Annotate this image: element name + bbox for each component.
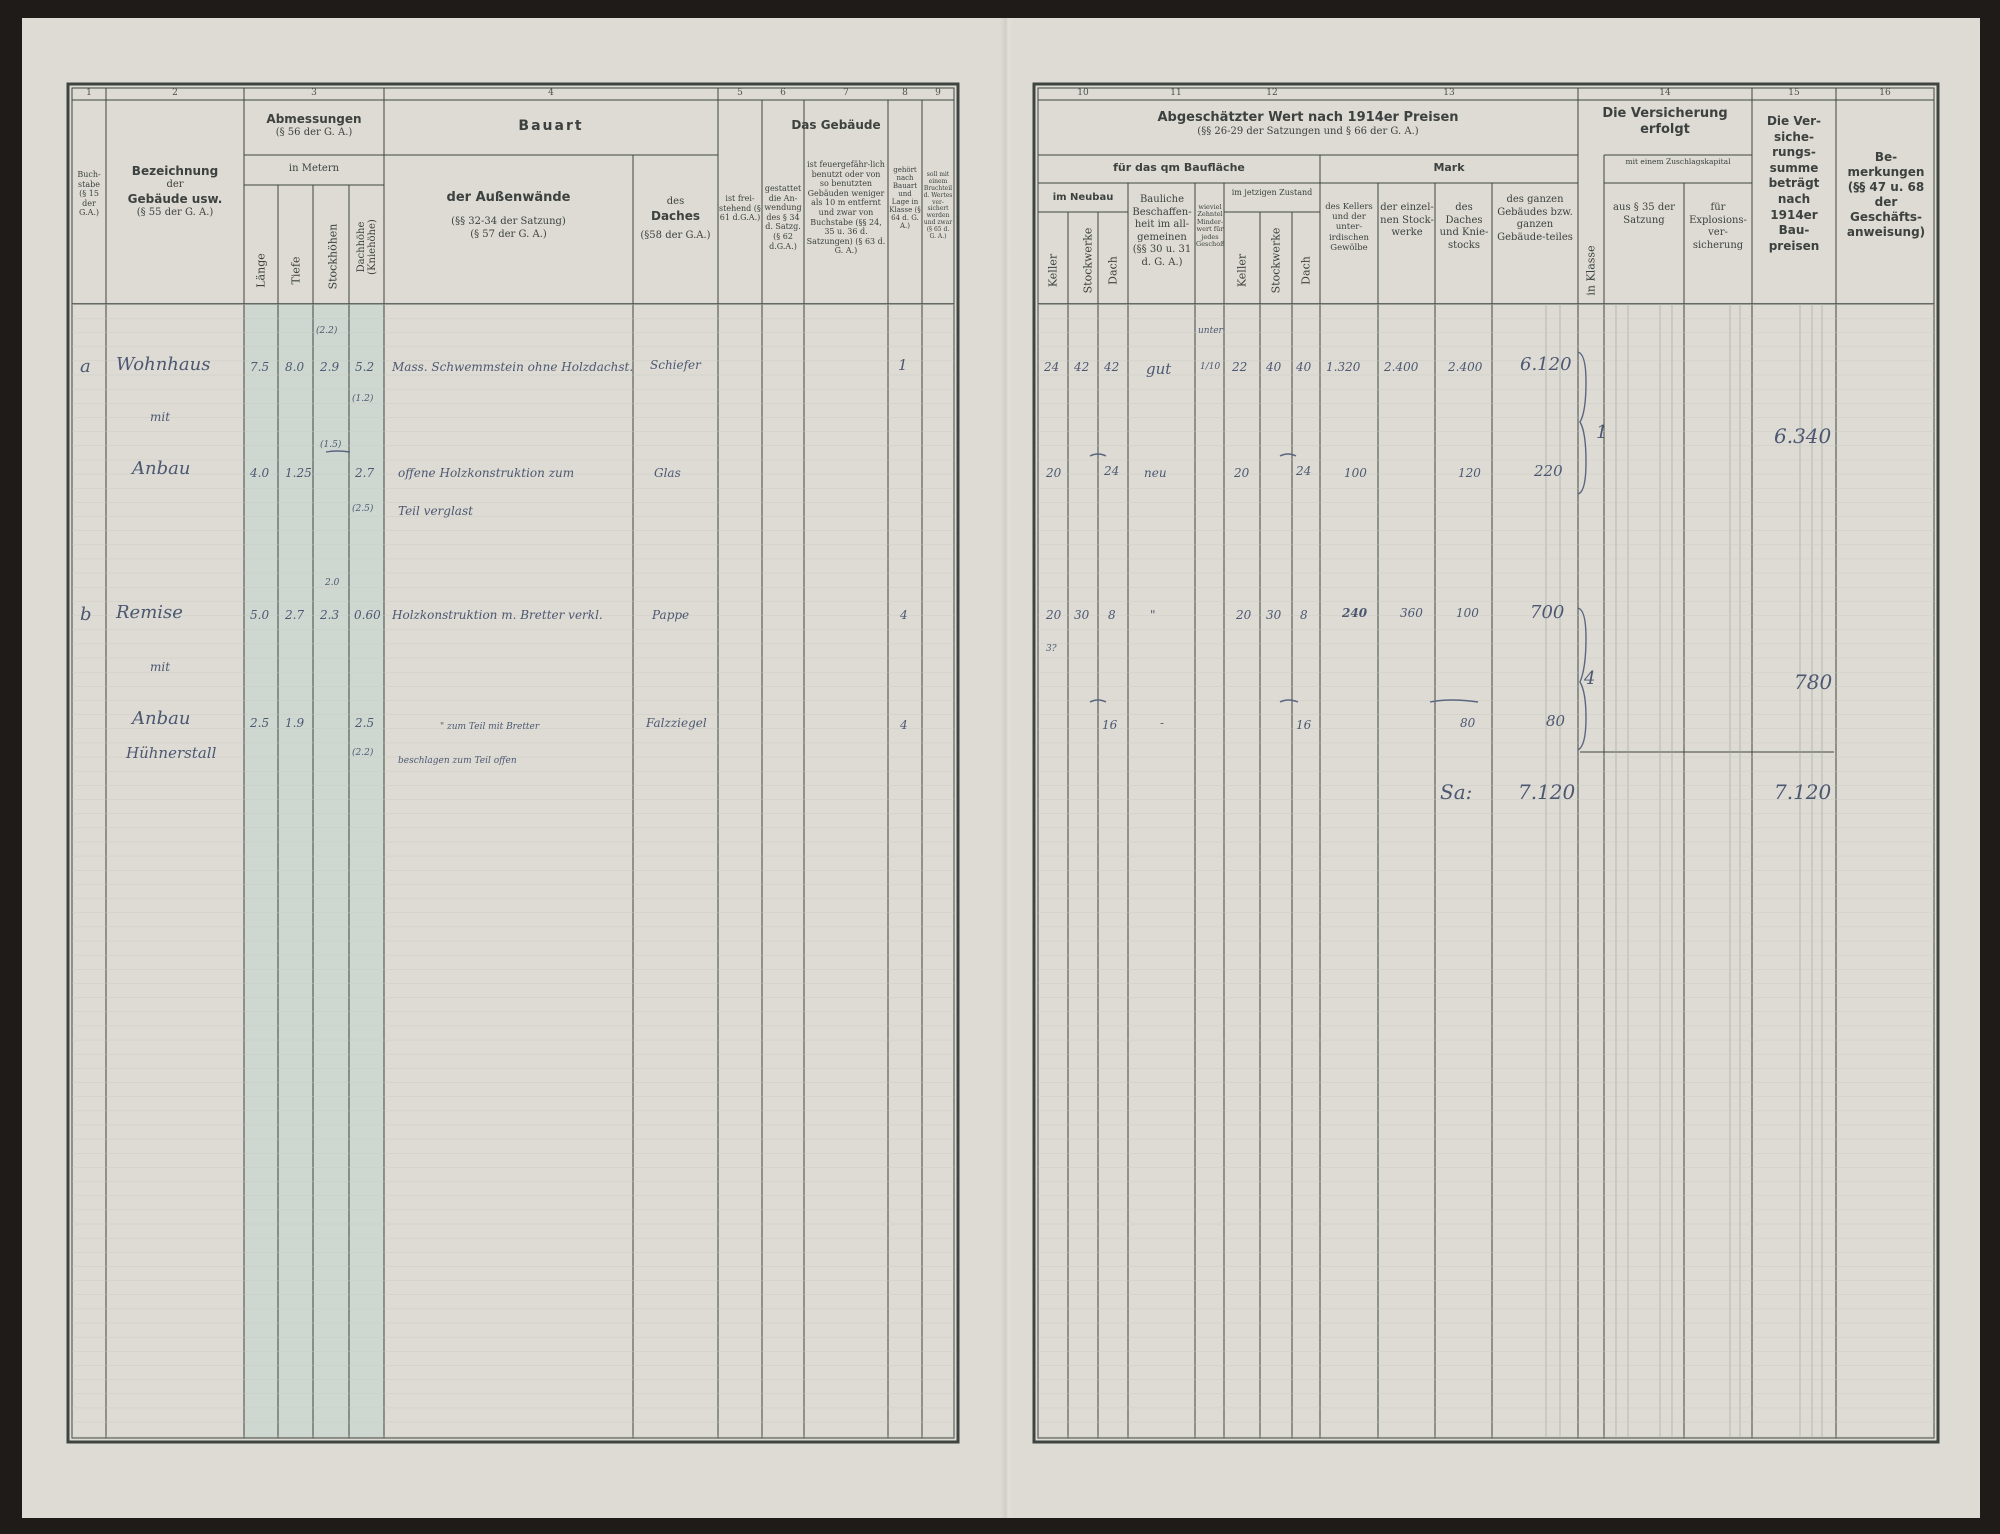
header-versicherung: Die Versicherung erfolgt <box>1602 106 1728 138</box>
entry-b-klasse: 4 <box>900 608 908 622</box>
entry-a-minder: 1/10 <box>1200 362 1221 372</box>
col-num-4: 4 <box>548 88 554 98</box>
entry-anbau2-tiefe: 1.9 <box>285 716 305 730</box>
entry-anbau2-klasse: 4 <box>900 718 908 732</box>
entry-a-ms: 2.400 <box>1384 360 1419 374</box>
header-in-metern: in Metern <box>288 163 340 174</box>
col-num-14: 14 <box>1659 88 1671 98</box>
group2-summe: 780 <box>1794 670 1833 694</box>
header-aussenwaende: der Außenwände (§§ 32-34 der Satzung) (§ 57 der G. A.) <box>446 190 571 240</box>
entry-anbau1-mg: 220 <box>1534 462 1563 480</box>
entry-anbau1-name: Anbau <box>132 458 191 479</box>
header-mark-keller: des Kellers und der unter-irdischen Gewölbe <box>1325 202 1373 253</box>
col-num-8: 8 <box>902 88 908 98</box>
entry-b-letter: b <box>80 604 92 625</box>
entry-anbau2-beschaffen: - <box>1160 716 1165 730</box>
entry-b-js: 30 <box>1266 608 1282 622</box>
header-stockhoehen: Stockhöhen <box>326 223 340 290</box>
header-jetzt-keller: Keller <box>1235 253 1249 288</box>
header-das-gebaeude: Das Gebäude <box>791 118 881 132</box>
header-im-neubau: im Neubau <box>1052 192 1114 203</box>
entry-b-laenge: 5.0 <box>250 608 270 622</box>
entry-anbau2-jd: 16 <box>1296 718 1312 732</box>
col-num-9: 9 <box>935 88 941 98</box>
header-bemerkungen: Be-merkungen (§§ 47 u. 68 der Geschäfts-anweisung) <box>1846 150 1926 239</box>
header-abgeschaetzt: Abgeschätzter Wert nach 1914er Preisen (§§ 26-29 der Satzungen und § 66 der G. A.) <box>1157 110 1459 138</box>
entry-b-name: Remise <box>116 602 183 623</box>
header-c7: ist feuergefähr-lich benutzt oder von so benutzten Gebäuden weniger als 10 m entfernt und zwar von Buchstabe (§§ 24, 35 u. 36 d. Satzungen) (§ 63 d. G. A.) <box>806 160 886 256</box>
entry-anbau1-dach: 2.7 <box>355 466 375 480</box>
entry-anbau1-dach-below: (2.5) <box>352 504 374 514</box>
header-mark-dach: des Daches und Knie-stocks <box>1439 202 1489 251</box>
entry-a-dach-below: (1.2) <box>352 394 374 404</box>
col-num-3: 3 <box>311 88 317 98</box>
entry-b-daches: Pappe <box>652 608 690 622</box>
entry-b-beschaffen: " <box>1150 608 1156 622</box>
header-wieviel: wieviel Zehntel Minder-wert für jedes Geschoß <box>1196 203 1225 249</box>
header-c9: soll mit einem Bruchteil d. Wertes ver-sichert werden und zwar (§ 65 d. G. A.) <box>923 171 953 241</box>
entry-b-tiefe: 2.7 <box>285 608 305 622</box>
entry-anbau1-daches: Glas <box>654 466 681 480</box>
entry-b-s: 30 <box>1074 608 1090 622</box>
entry-anbau2-mg: 80 <box>1546 712 1566 730</box>
entry-anbau1-beschaffen: neu <box>1144 466 1167 480</box>
entry-a-mit: mit <box>150 410 171 424</box>
entry-b-mit: mit <box>150 660 171 674</box>
header-neubau-keller: Keller <box>1046 253 1060 288</box>
entry-a-mg: 6.120 <box>1520 354 1572 375</box>
entry-a-jd: 40 <box>1296 360 1312 374</box>
header-neubau-stockwerke: Stockwerke <box>1081 227 1095 294</box>
entry-anbau1-wand2: Teil verglast <box>398 504 473 518</box>
header-bezeichnung: Bezeichnung der Gebäude usw. (§ 55 der G. A.) <box>127 164 223 218</box>
entry-b-stock: 2.3 <box>320 608 340 622</box>
entry-a-stock-above: (2.2) <box>316 326 338 336</box>
entry-anbau2-d: 16 <box>1102 718 1118 732</box>
col-num-1: 1 <box>86 88 92 98</box>
header-bauliche: Bauliche Beschaffen-heit im all-gemeinen (§§ 30 u. 31 d. G. A.) <box>1132 194 1192 268</box>
entry-b-md: 100 <box>1456 606 1479 620</box>
col-num-16: 16 <box>1879 88 1891 98</box>
total-summe: 7.120 <box>1774 780 1832 804</box>
entry-anbau2-name1: Anbau <box>132 708 191 729</box>
entry-a-d: 42 <box>1104 360 1120 374</box>
header-dachhoehe: Dachhöhe (Kniehöhe) <box>356 219 378 275</box>
header-aus-35: aus § 35 der Satzung <box>1613 202 1675 226</box>
entry-anbau2-dach-below: (2.2) <box>352 748 374 758</box>
header-abmessungen: Abmessungen (§ 56 der G. A.) <box>266 112 362 138</box>
header-mark-ganz: des ganzen Gebäudes bzw. ganzen Gebäude-teiles <box>1497 194 1573 243</box>
header-qm: für das qm Baufläche <box>1113 161 1245 174</box>
entry-anbau1-tiefe: 1.25 <box>285 466 312 480</box>
entry-a-wand: Mass. Schwemmstein ohne Holzdachst. <box>392 360 634 374</box>
entry-a-stock: 2.9 <box>320 360 340 374</box>
entry-anbau1-k: 20 <box>1046 466 1062 480</box>
entry-a-name: Wohnhaus <box>116 354 211 375</box>
col-num-13: 13 <box>1443 88 1455 98</box>
entry-b-ms: 360 <box>1400 606 1423 620</box>
entry-a-daches: Schiefer <box>650 358 701 372</box>
header-explosion: für Explosions-ver-sicherung <box>1689 202 1747 251</box>
header-im-jetzigen: im jetzigen Zustand <box>1231 188 1313 197</box>
entry-b-d: 8 <box>1108 608 1116 622</box>
header-jetzt-dach: Dach <box>1299 256 1313 285</box>
header-c8: gehört nach Bauart und Lage in Klasse (§ 64 d. G. A.) <box>889 166 921 231</box>
header-laenge: Länge <box>254 253 268 288</box>
entry-b-mk: 240 <box>1342 606 1368 620</box>
entry-a-tiefe: 8.0 <box>285 360 305 374</box>
right-row-rules <box>1038 304 1934 1438</box>
header-buchstabe: Buch-stabe (§ 15 der G.A.) <box>77 170 101 218</box>
entry-anbau1-stock-above: (1.5) <box>320 440 342 450</box>
col-num-6: 6 <box>780 88 786 98</box>
col-num-5: 5 <box>737 88 743 98</box>
entry-b-below-k: 3? <box>1046 644 1057 654</box>
col-num-10: 10 <box>1077 88 1089 98</box>
group1-summe: 6.340 <box>1774 424 1832 448</box>
entry-b-jk: 20 <box>1236 608 1252 622</box>
entry-a-letter: a <box>80 356 91 377</box>
header-zuschlag: mit einem Zuschlagskapital <box>1625 157 1731 166</box>
total-label: Sa: <box>1440 780 1473 804</box>
entry-anbau1-d: 24 <box>1104 464 1120 478</box>
header-tiefe: Tiefe <box>289 256 303 285</box>
entry-b-wand: Holzkonstruktion m. Bretter verkl. <box>392 608 603 622</box>
total-value: 7.120 <box>1518 780 1576 804</box>
col-num-2: 2 <box>172 88 178 98</box>
col-num-12: 12 <box>1266 88 1278 98</box>
entry-anbau2-wand1: " zum Teil mit Bretter <box>440 722 540 732</box>
entry-anbau2-daches: Falzziegel <box>646 716 707 730</box>
entry-b-jd: 8 <box>1300 608 1308 622</box>
header-c6: gestattet die An-wendung des § 34 d. Satzg. (§ 62 d.G.A.) <box>764 184 802 251</box>
col-num-11: 11 <box>1170 88 1182 98</box>
entry-a-s: 42 <box>1074 360 1090 374</box>
entry-a-js: 40 <box>1266 360 1282 374</box>
entry-anbau2-md: 80 <box>1460 716 1476 730</box>
header-c5: ist frei-stehend (§ 61 d.G.A.) <box>719 194 761 223</box>
header-daches: des Daches (§58 der G.A.) <box>640 196 711 241</box>
header-neubau-dach: Dach <box>1106 256 1120 285</box>
header-mark: Mark <box>1433 161 1465 174</box>
entry-a-laenge: 7.5 <box>250 360 270 374</box>
entry-anbau1-mk: 100 <box>1344 466 1367 480</box>
col-num-15: 15 <box>1788 88 1800 98</box>
entry-b-stock-above: 2.0 <box>325 578 340 588</box>
group1-klasse: 1 <box>1596 422 1608 443</box>
header-jetzt-stockwerke: Stockwerke <box>1269 227 1283 294</box>
header-summe: Die Ver-siche-rungs-summe beträgt nach 1914er Bau-preisen <box>1766 114 1822 253</box>
header-bauart: Bauart <box>518 118 584 134</box>
entry-b-mg: 700 <box>1530 602 1565 623</box>
entry-b-k: 20 <box>1046 608 1062 622</box>
entry-anbau2-name2: Hühnerstall <box>126 744 217 762</box>
entry-anbau2-laenge: 2.5 <box>250 716 270 730</box>
entry-a-dach: 5.2 <box>355 360 375 374</box>
entry-a-minder-top: unter <box>1198 326 1223 336</box>
entry-anbau1-jk: 20 <box>1234 466 1250 480</box>
entry-anbau2-wand2: beschlagen zum Teil offen <box>398 756 517 766</box>
header-in-klasse: in Klasse <box>1584 245 1598 296</box>
entry-a-k: 24 <box>1044 360 1060 374</box>
entry-a-jk: 22 <box>1232 360 1248 374</box>
entry-b-dach: 0.60 <box>354 608 381 622</box>
entry-a-beschaffen: gut <box>1146 360 1172 378</box>
entry-a-md: 2.400 <box>1448 360 1483 374</box>
entry-anbau1-wand1: offene Holzkonstruktion zum <box>398 466 575 480</box>
group2-klasse: 4 <box>1584 668 1596 689</box>
entry-anbau1-laenge: 4.0 <box>250 466 270 480</box>
entry-a-klasse: 1 <box>898 356 908 374</box>
entry-a-mk: 1.320 <box>1326 360 1361 374</box>
header-mark-stock: der einzel-nen Stock-werke <box>1380 202 1434 238</box>
entry-anbau1-md: 120 <box>1458 466 1481 480</box>
entry-anbau1-jd: 24 <box>1296 464 1312 478</box>
col-num-7: 7 <box>843 88 849 98</box>
entry-anbau2-dach: 2.5 <box>355 716 375 730</box>
